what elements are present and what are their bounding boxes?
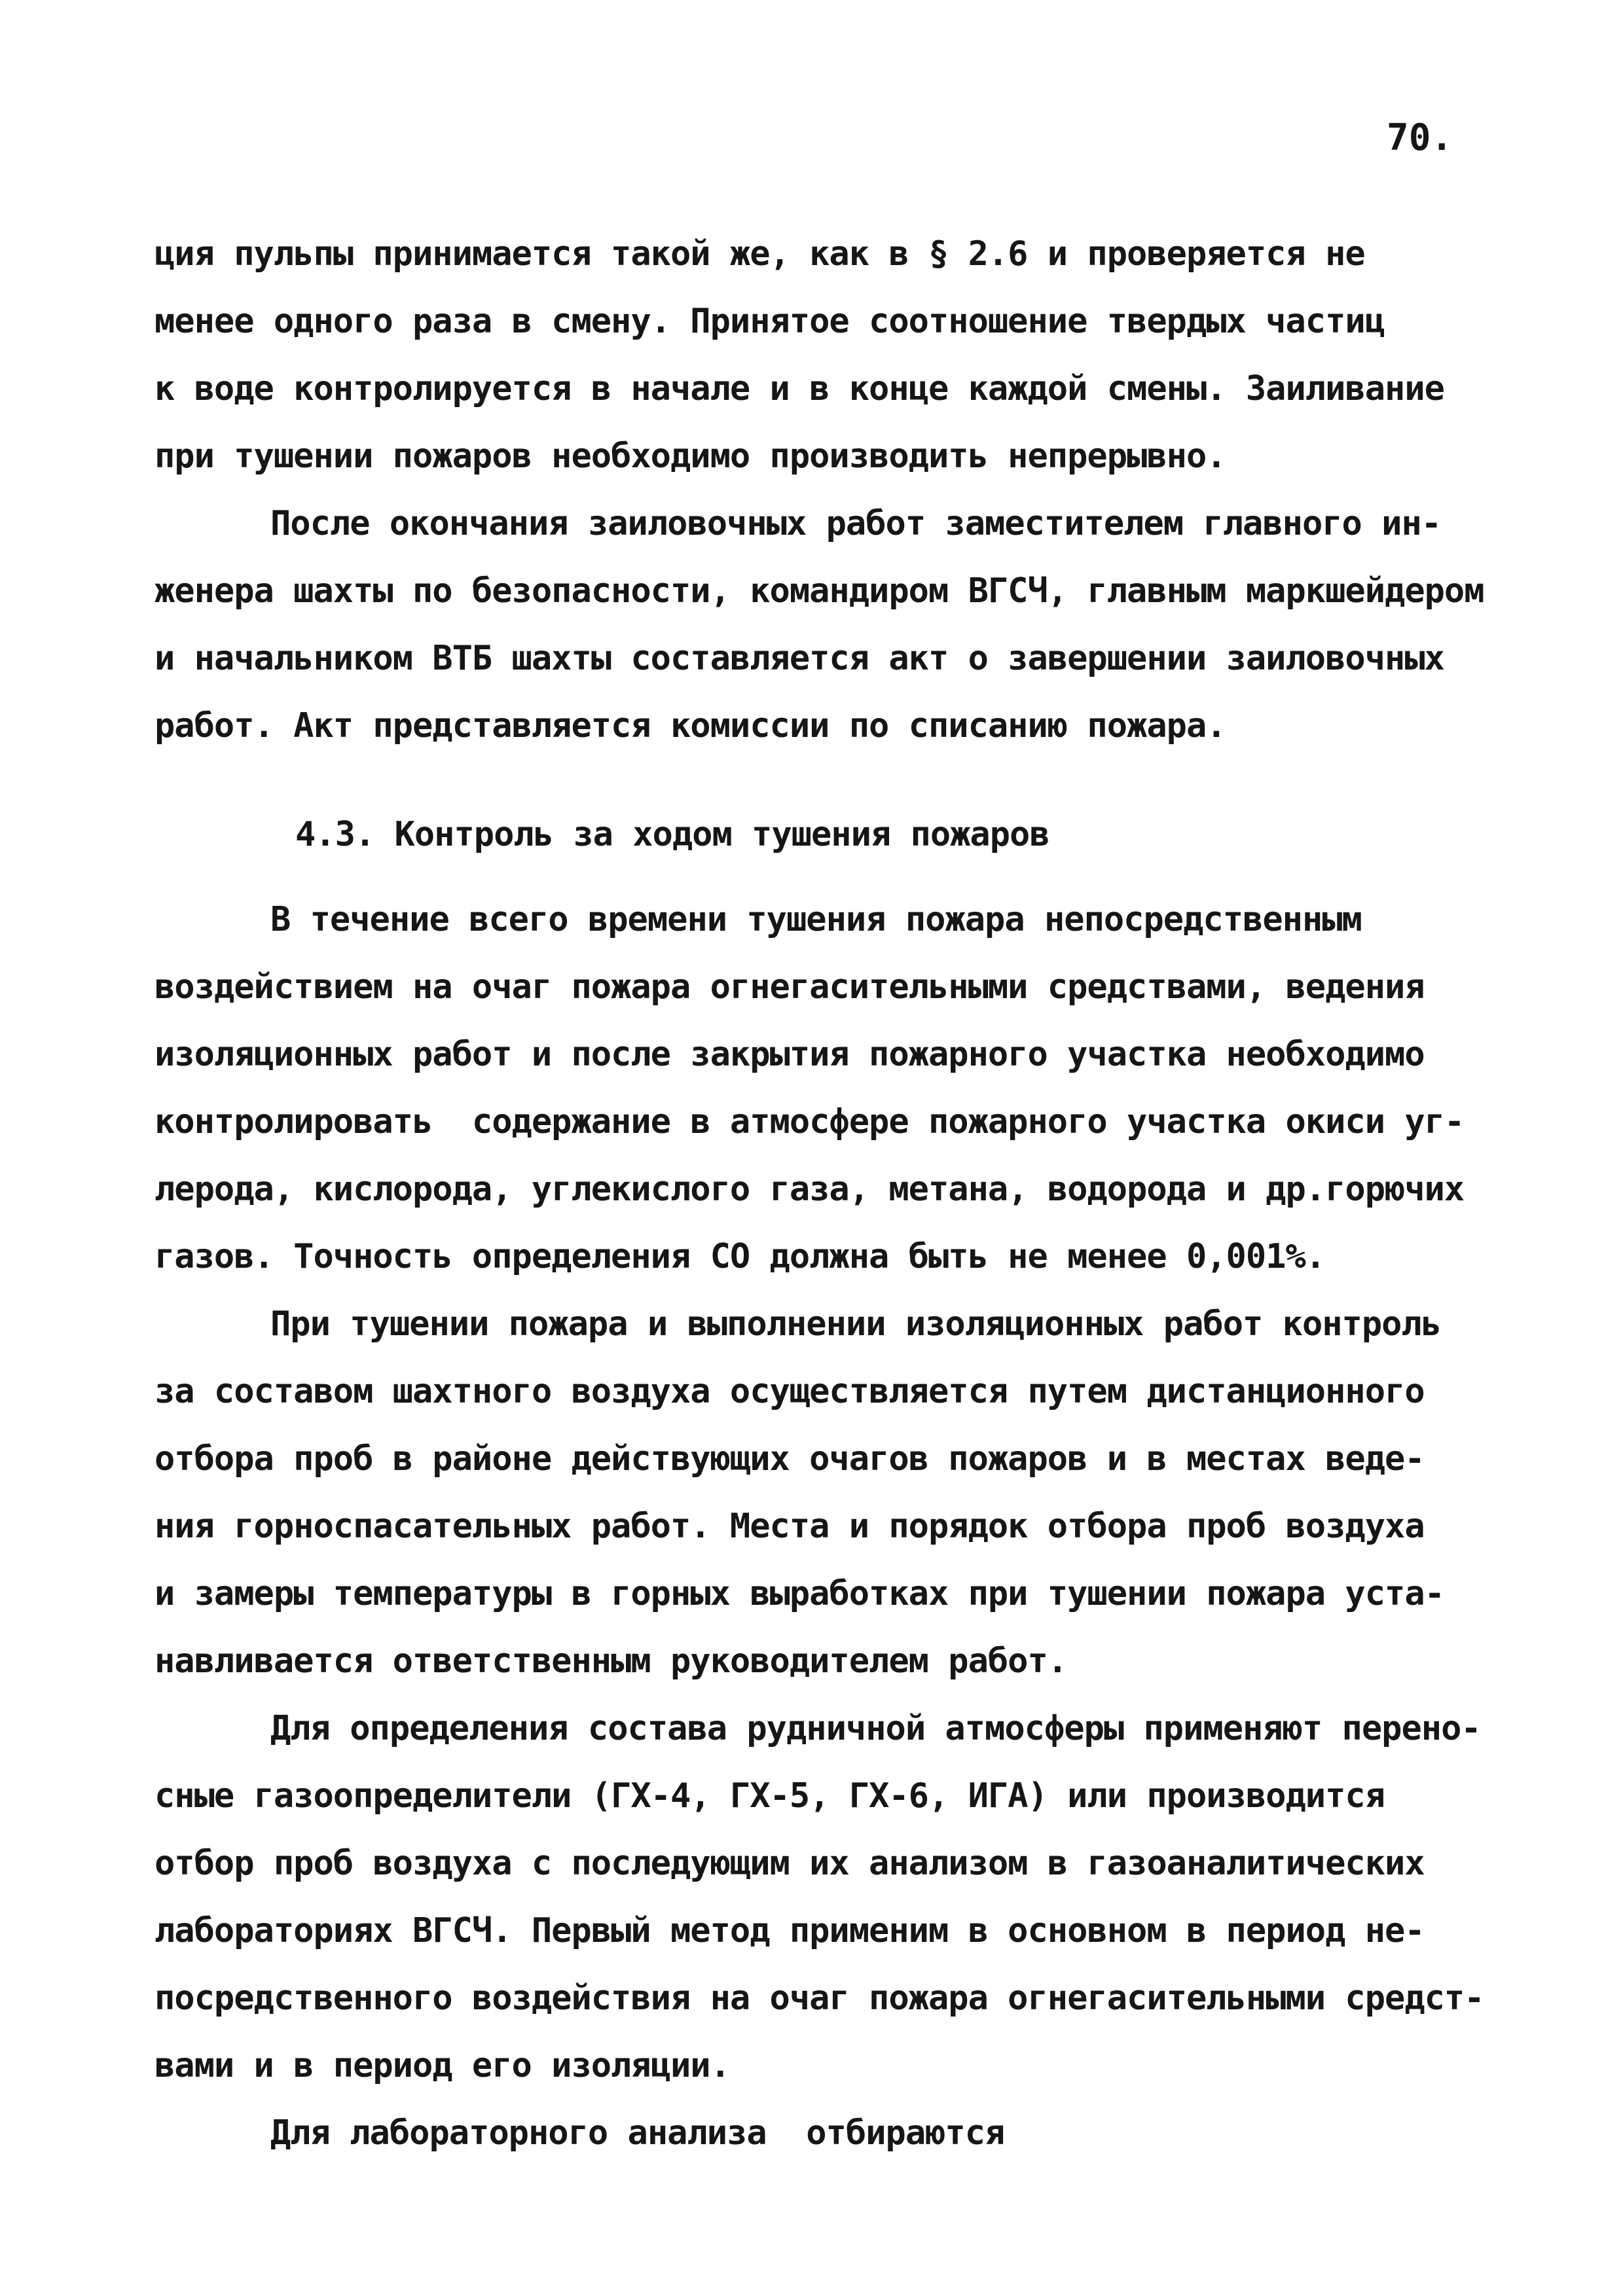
text-line: сные газоопределители (ГХ-4, ГХ-5, ГХ-6, ИГА) или производится <box>155 1776 1385 1816</box>
text-line: После окончания заиловочных работ заместителем главного ин- <box>270 504 1442 543</box>
text-line: вами и в период его изоляции. <box>155 2046 730 2085</box>
text-line: и начальником ВТБ шахты составляется акт о завершении заиловочных <box>155 639 1444 678</box>
text-line: воздействием на очаг пожара огнегасительными средствами, ведения <box>155 967 1425 1007</box>
section-heading: 4.3. Контроль за ходом тушения пожаров <box>295 815 1049 854</box>
text-line: за составом шахтного воздуха осуществляется путем дистанционного <box>155 1372 1425 1411</box>
text-line: Для лабораторного анализа отбираются <box>270 2113 1005 2153</box>
text-line: к воде контролируется в начале и в конце каждой смены. Заиливание <box>155 369 1444 408</box>
text-line: ция пульпы принимается такой же, как в § 2.6 и проверяется не <box>155 234 1365 274</box>
text-line: В течение всего времени тушения пожара непосредственным <box>270 900 1362 939</box>
text-line: лабораториях ВГСЧ. Первый метод применим в основном в период не- <box>155 1911 1425 1950</box>
text-line: газов. Точность определения CO должна быть не менее 0,001%. <box>155 1237 1326 1276</box>
page-number: 70. <box>1387 117 1453 159</box>
text-line: менее одного раза в смену. Принятое соотношение твердых частиц <box>155 302 1385 341</box>
text-line: контролировать содержание в атмосфере пожарного участка окиси уг- <box>155 1102 1465 1141</box>
text-line: ния горноспасательных работ. Места и порядок отбора проб воздуха <box>155 1507 1425 1546</box>
text-line: навливается ответственным руководителем работ. <box>155 1641 1068 1681</box>
text-line: лерода, кислорода, углекислого газа, метана, водорода и др.горючих <box>155 1170 1465 1209</box>
text-line: отбор проб воздуха с последующим их анализом в газоаналитических <box>155 1844 1425 1883</box>
text-line: посредственного воздействия на очаг пожара огнегасительными средст- <box>155 1979 1484 2018</box>
text-line: При тушении пожара и выполнении изоляционных работ контроль <box>270 1304 1442 1344</box>
text-line: и замеры температуры в горных выработках при тушении пожара уста- <box>155 1574 1444 1613</box>
text-line: при тушении пожаров необходимо производить непрерывно. <box>155 437 1226 476</box>
text-line: женера шахты по безопасности, командиром ВГСЧ, главным маркшейдером <box>155 571 1484 611</box>
text-line: Для определения состава рудничной атмосферы применяют перено- <box>270 1709 1481 1748</box>
text-line: отбора проб в районе действующих очагов пожаров и в местах веде- <box>155 1439 1425 1479</box>
text-line: изоляционных работ и после закрытия пожарного участка необходимо <box>155 1035 1425 1074</box>
text-line: работ. Акт представляется комиссии по списанию пожара. <box>155 706 1226 745</box>
